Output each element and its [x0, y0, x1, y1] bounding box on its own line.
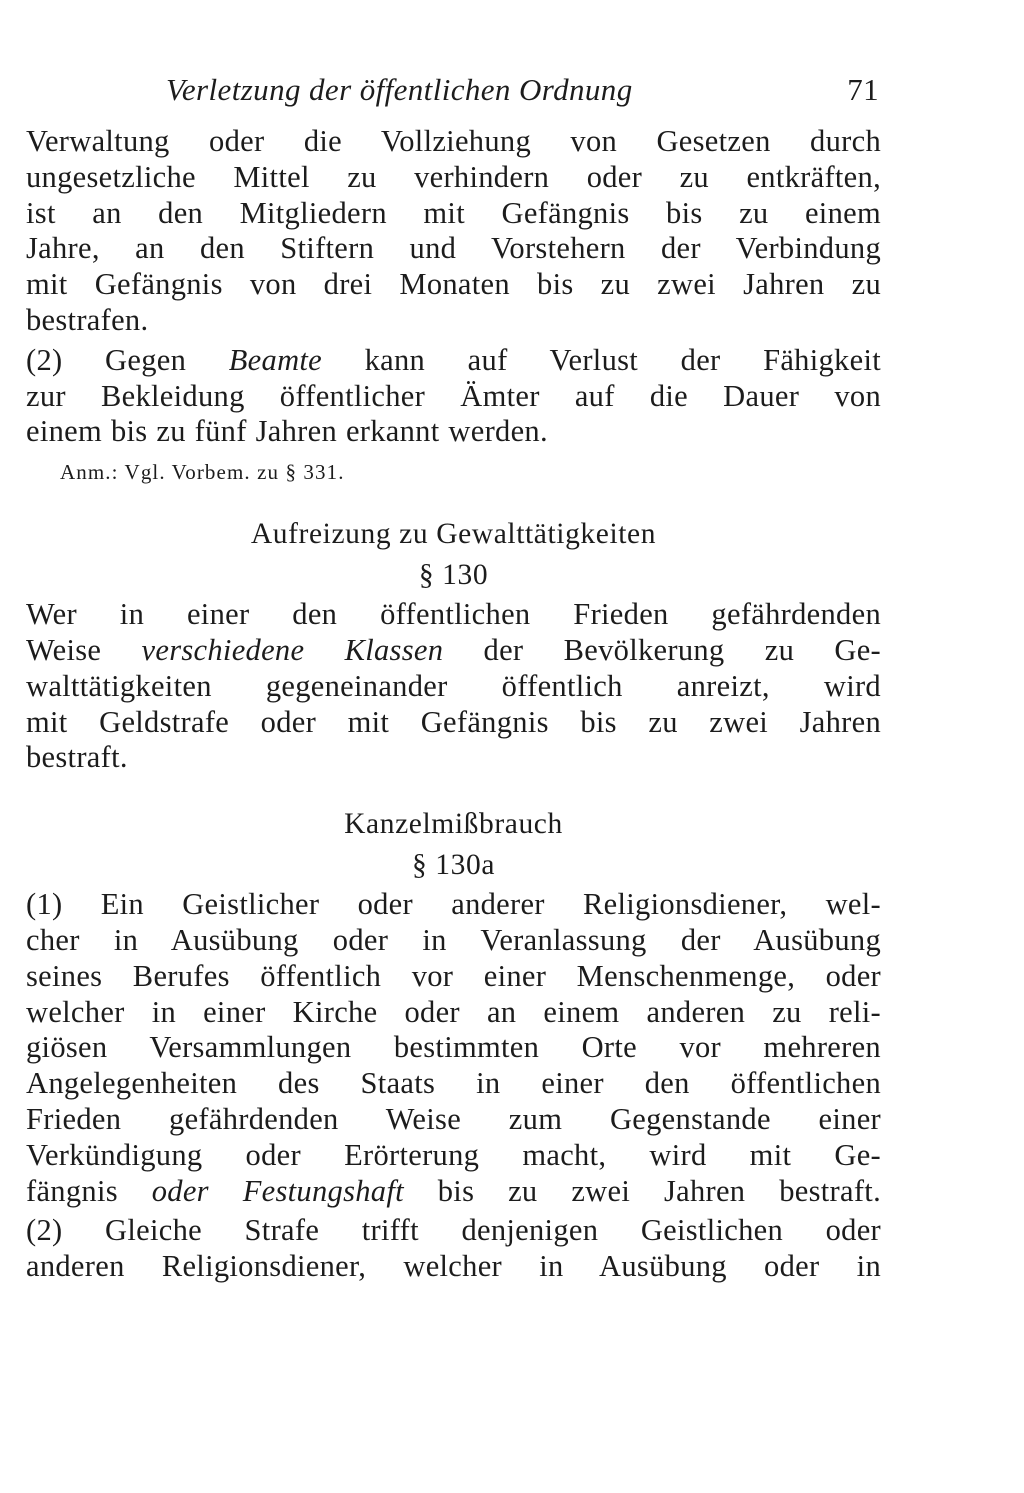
text-line: Angelegenheiten des Staats in einer den öffentlichen: [26, 1066, 881, 1101]
text-line: einem bis zu fünf Jahren erkannt werden.: [26, 414, 548, 449]
text-line: mit Geldstrafe oder mit Gefängnis bis zu zwei Jahren: [26, 704, 881, 739]
continuation-paragraph: [26, 124, 881, 339]
text-line: walttätigkeiten gegeneinander öffentlich anreizt, wird: [26, 668, 881, 703]
section-title: Kanzelmißbrauch: [344, 808, 563, 841]
text-span: der Bevölkerung zu Ge-: [443, 632, 882, 667]
text-line: zur Bekleidung öffentlicher Ämter auf die Dauer von: [26, 378, 881, 413]
text-span: bis zu zwei Jahren bestraft.: [403, 1173, 881, 1208]
text-line: Jahre, an den Stiftern und Vorstehern der Verbindung: [26, 231, 881, 266]
text-line: (1) Ein Geistlicher oder anderer Religionsdiener, wel-: [26, 887, 881, 922]
text-line: (2) Gleiche Strafe trifft denjenigen Geistlichen oder: [26, 1213, 881, 1248]
text-line: giösen Versammlungen bestimmten Orte vor mehreren: [26, 1030, 881, 1065]
text-span: Weise: [26, 632, 142, 667]
text-line: Verwaltung oder die Vollziehung von Gesetzen durch: [26, 124, 881, 158]
running-title: Verletzung der öffentlichen Ordnung: [166, 72, 633, 107]
text-line: [26, 343, 881, 379]
emphasized-term: verschiedene Klassen: [141, 632, 444, 667]
annotation-note: Anm.: Vgl. Vorbem. zu § 331.: [60, 460, 345, 485]
text-line: [26, 1174, 881, 1210]
text-line: Frieden gefährdenden Weise zum Gegenstande einer: [26, 1101, 881, 1136]
text-span: fängnis: [26, 1173, 152, 1208]
paragraph-2: [26, 343, 881, 450]
text-line: [26, 633, 881, 669]
text-line: bestraft.: [26, 740, 128, 775]
text-line: seines Berufes öffentlich vor einer Menschenmenge, oder: [26, 958, 881, 993]
emphasized-term: oder Festungshaft: [151, 1173, 404, 1208]
text-line: welcher in einer Kirche oder an einem anderen zu reli-: [26, 994, 881, 1029]
text-line: cher in Ausübung oder in Veranlassung der Ausübung: [26, 922, 881, 957]
text-span: kann auf Verlust der Fähigkeit: [322, 342, 881, 377]
section-title: Aufreizung zu Gewalttätigkeiten: [250, 518, 657, 551]
section-130a-paragraph-1: [26, 887, 881, 1209]
text-line: Wer in einer den öffentlichen Frieden gefährdenden: [26, 597, 881, 632]
emphasized-term: Beamte: [228, 342, 323, 377]
text-line: bestrafen.: [26, 302, 149, 337]
section-number: § 130: [418, 559, 489, 592]
text-line: ungesetzliche Mittel zu verhindern oder zu entkräften,: [26, 159, 881, 194]
text-line: anderen Religionsdiener, welcher in Ausübung oder in: [26, 1249, 881, 1284]
section-number: § 130a: [411, 849, 496, 882]
section-130-text: [26, 597, 881, 776]
text-line: Verkündigung oder Erörterung macht, wird mit Ge-: [26, 1137, 881, 1172]
text-line: ist an den Mitgliedern mit Gefängnis bis zu einem: [26, 195, 881, 230]
page-number: 71: [847, 72, 879, 107]
running-header: [26, 72, 881, 124]
text-span: (2) Gegen: [26, 342, 229, 377]
book-page: [26, 72, 881, 1285]
text-line: mit Gefängnis von drei Monaten bis zu zwei Jahren zu: [26, 267, 881, 302]
section-130a-paragraph-2: [26, 1213, 881, 1285]
